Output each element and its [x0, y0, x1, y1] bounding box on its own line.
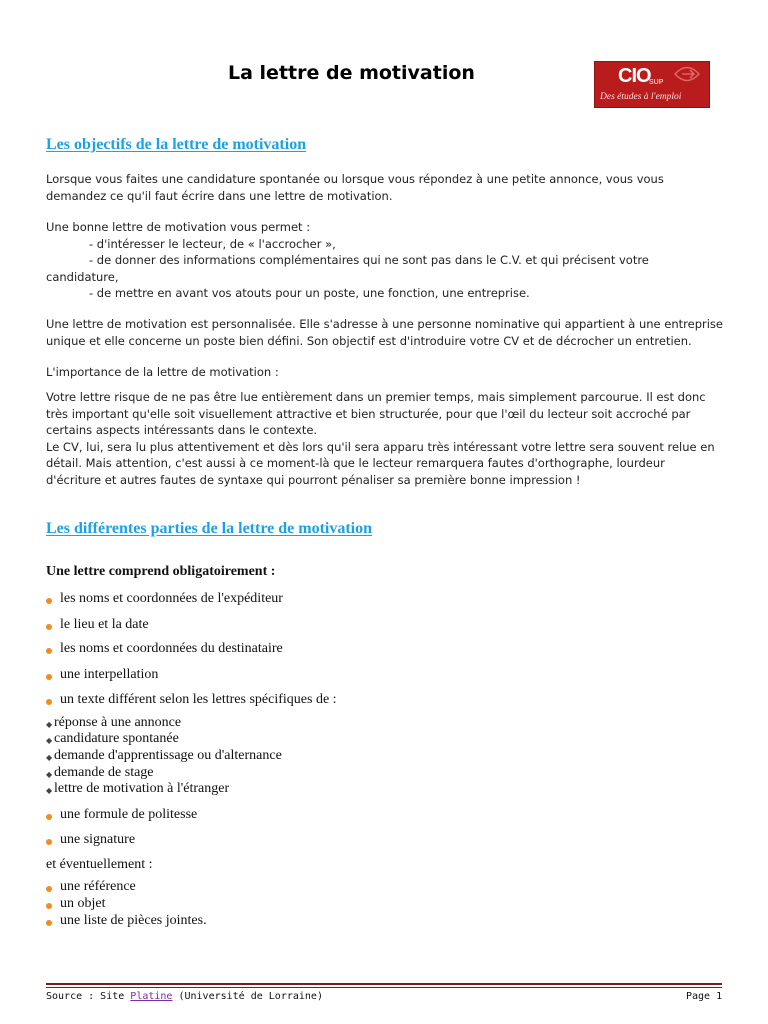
importance-paragraph	[46, 389, 736, 488]
orange-bullet-icon	[46, 814, 52, 820]
importance-line: détail. Mais attention, c'est aussi à ce moment-là que le lecteur remarquera fautes d'orthographe, lourdeur	[46, 456, 665, 470]
logo-text: CIO	[618, 65, 651, 87]
optional-lead: et éventuellement :	[46, 857, 153, 872]
diamond-bullet-icon: ◆	[46, 720, 53, 729]
intro-line: Lorsque vous faites une candidature spontanée ou lorsque vous répondez à une petite annonce, vous vous	[46, 172, 664, 186]
list-item: les noms et coordonnées du destinataire	[46, 641, 283, 657]
logo-tagline: Des études à l'emploi	[600, 92, 682, 102]
importance-line: Le CV, lui, sera lu plus attentivement et dès lors qu'il sera apparu très intéressant votre lettre sera souvent relue en	[46, 439, 715, 454]
intro-line: demandez ce qu'il faut écrire dans une lettre de motivation.	[46, 188, 393, 203]
list-item: une formule de politesse	[46, 807, 197, 823]
importance-line: Votre lettre risque de ne pas être lue entièrement dans un premier temps, mais simplement parcourue. Il est donc	[46, 390, 706, 404]
permet-bullet-text: - d'intéresser le lecteur, de « l'accrocher »,	[89, 236, 336, 251]
sub-list-item: ◆ réponse à une annonce	[46, 715, 182, 730]
section-heading-parties: Les différentes parties de la lettre de motivation	[46, 520, 373, 537]
orange-bullet-icon	[46, 920, 52, 926]
list-item: le lieu et la date	[46, 617, 149, 633]
diamond-bullet-icon: ◆	[46, 736, 53, 745]
list-item: une référence	[46, 879, 136, 895]
orange-bullet-icon	[46, 648, 52, 654]
page-number: Page 1	[686, 991, 723, 1002]
importance-line: certains aspects intéressants dans le contexte.	[46, 423, 318, 437]
list-item: une interpellation	[46, 667, 158, 683]
sub-list-item: ◆ demande d'apprentissage ou d'alternance	[46, 748, 282, 763]
permet-bullet-continuation: candidature,	[46, 269, 119, 284]
diamond-bullet-icon: ◆	[46, 753, 53, 762]
list-item: les noms et coordonnées de l'expéditeur	[46, 591, 283, 607]
list-item: un texte différent selon les lettres spécifiques de :	[46, 692, 337, 708]
cio-sup-logo	[594, 61, 710, 108]
footer-rule	[46, 983, 722, 985]
orange-bullet-icon	[46, 699, 52, 705]
sub-list-item: ◆ demande de stage	[46, 765, 154, 780]
permet-bullet	[46, 236, 736, 253]
permet-bullet-text: - de mettre en avant vos atouts pour un poste, une fonction, une entreprise.	[89, 286, 530, 300]
permet-list	[46, 219, 736, 302]
section-heading-objectifs: Les objectifs de la lettre de motivation	[46, 136, 307, 153]
logo-sup-text: SUP	[649, 79, 664, 86]
permet-bullet	[46, 252, 736, 269]
orange-bullet-icon	[46, 903, 52, 909]
permet-bullet-text: - de donner des informations complémentaires qui ne sont pas dans le C.V. et qui précisent votre	[89, 253, 649, 267]
perso-line: Une lettre de motivation est personnalisée. Elle s'adresse à une personne nominative qui appartient à une entreprise	[46, 317, 723, 331]
footer-rule	[46, 987, 722, 988]
intro-paragraph	[46, 171, 736, 204]
orange-bullet-icon	[46, 598, 52, 604]
platine-link[interactable]: Platine	[130, 991, 173, 1002]
footer-source: Source : Site Platine (Université de Lorraine)	[46, 991, 323, 1002]
list-item: une liste de pièces jointes.	[46, 913, 207, 929]
list-item: un objet	[46, 896, 106, 912]
permet-bullet	[46, 285, 736, 302]
personnalisation-paragraph	[46, 316, 736, 349]
importance-line: très important qu'elle soit visuellement attractive et bien structurée, pour que l'œil du lecteur soit accroché par	[46, 406, 691, 421]
list-item: une signature	[46, 832, 135, 848]
importance-label: L'importance de la lettre de motivation :	[46, 365, 279, 379]
diamond-bullet-icon: ◆	[46, 786, 53, 795]
sub-list-item: ◆ candidature spontanée	[46, 731, 179, 746]
document-title: La lettre de motivation	[228, 62, 475, 84]
perso-line: unique et elle concerne un poste bien défini. Son objectif est d'introduire votre CV et de décrocher un entretien.	[46, 333, 692, 348]
diamond-bullet-icon: ◆	[46, 770, 53, 779]
orange-bullet-icon	[46, 624, 52, 630]
orange-bullet-icon	[46, 886, 52, 892]
logo-arrow-icon	[672, 63, 702, 85]
sub-list-item: ◆ lettre de motivation à l'étranger	[46, 781, 230, 796]
importance-line: d'écriture et autres fautes de syntaxe qui pourront pénaliser sa première bonne impression !	[46, 472, 581, 487]
orange-bullet-icon	[46, 839, 52, 845]
orange-bullet-icon	[46, 674, 52, 680]
obligatoire-lead: Une lettre comprend obligatoirement :	[46, 564, 276, 579]
permet-line: Une bonne lettre de motivation vous permet :	[46, 220, 311, 234]
